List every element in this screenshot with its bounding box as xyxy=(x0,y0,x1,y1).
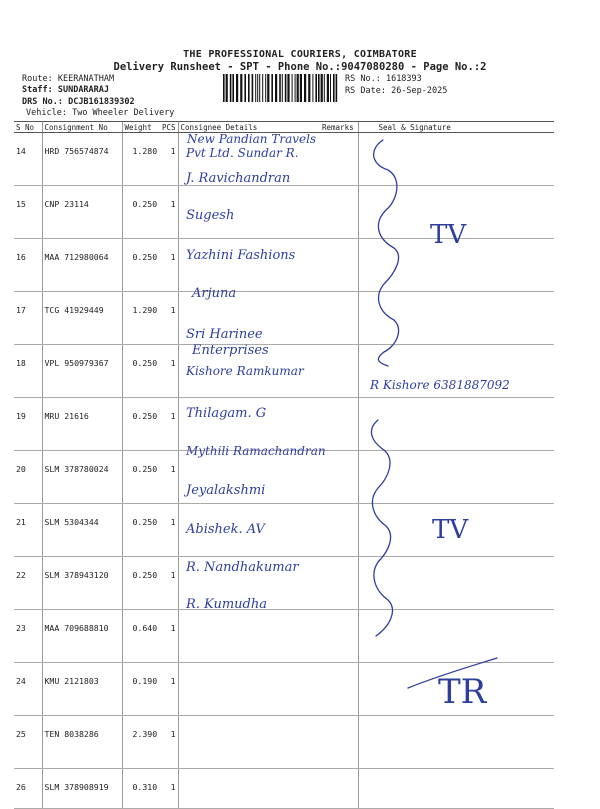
table-row xyxy=(14,451,554,504)
runsheet-subtitle: Delivery Runsheet - SPT - Phone No.:9047080280 - Page No.:2 xyxy=(113,61,487,73)
consignee-23: Jeyalakshmi xyxy=(186,483,266,498)
barcode-bar xyxy=(259,74,260,102)
rs-no-value: 1618393 xyxy=(385,74,422,84)
cell-consignment: VPL 950979367 xyxy=(42,345,122,398)
cell-sno: 21 xyxy=(14,504,42,557)
cell-weight: 1.280 xyxy=(122,133,160,186)
cell-pcs: 1 xyxy=(160,610,178,663)
cell-consignee xyxy=(178,716,320,769)
cell-weight: 0.250 xyxy=(122,451,160,504)
consignee-15: J. Ravichandran xyxy=(186,171,291,186)
cell-pcs: 1 xyxy=(160,716,178,769)
cell-sno: 14 xyxy=(14,133,42,186)
cell-consignment: TEN 8038286 xyxy=(42,716,122,769)
cell-consignment: MRU 21616 xyxy=(42,398,122,451)
barcode-bar xyxy=(236,74,238,102)
table-row xyxy=(14,610,554,663)
rs-no-label: RS No.: xyxy=(345,74,381,84)
cell-sig xyxy=(358,398,554,451)
barcode-bar xyxy=(312,74,313,102)
barcode-bar xyxy=(318,74,320,102)
company-title: THE PROFESSIONAL COURIERS, COIMBATORE xyxy=(183,49,417,60)
barcode xyxy=(223,74,341,102)
staff-line xyxy=(22,85,109,95)
barcode-bar xyxy=(327,74,329,102)
cell-remarks xyxy=(320,504,358,557)
cell-consignment: SLM 5304344 xyxy=(42,504,122,557)
signature-initials-1: TV xyxy=(430,220,467,250)
signature-initials-3: TR xyxy=(438,672,487,712)
consignee-14-line1: New Pandian Travels xyxy=(187,132,317,146)
cell-weight: 0.190 xyxy=(122,663,160,716)
rs-no-line xyxy=(345,74,422,84)
cell-pcs: 1 xyxy=(160,557,178,610)
barcode-bar xyxy=(330,74,331,102)
barcode-bar xyxy=(267,74,269,102)
barcode-bar xyxy=(265,74,266,102)
cell-consignment: SLM 378943120 xyxy=(42,557,122,610)
cell-pcs: 1 xyxy=(160,769,178,809)
col-sno: S No xyxy=(14,122,42,133)
cell-remarks xyxy=(320,239,358,292)
cell-consignee xyxy=(178,663,320,716)
barcode-bar xyxy=(333,74,335,102)
cell-sno: 20 xyxy=(14,451,42,504)
consignee-22: Mythili Ramachandran xyxy=(186,444,326,458)
cell-consignee xyxy=(178,769,320,809)
cell-remarks xyxy=(320,663,358,716)
barcode-bar xyxy=(300,74,302,102)
barcode-bar xyxy=(304,74,306,102)
barcode-bar xyxy=(223,74,225,102)
barcode-bar xyxy=(275,74,277,102)
cell-sig xyxy=(358,292,554,345)
barcode-bar xyxy=(252,74,254,102)
consignee-19-line2: Enterprises xyxy=(192,343,269,358)
consignee-21: Thilagam. G xyxy=(186,406,267,421)
cell-consignment: SLM 378780024 xyxy=(42,451,122,504)
cell-sig xyxy=(358,716,554,769)
cell-remarks xyxy=(320,610,358,663)
cell-remarks xyxy=(320,398,358,451)
cell-pcs: 1 xyxy=(160,186,178,239)
barcode-bar xyxy=(324,74,325,102)
table-row xyxy=(14,716,554,769)
vehicle-line xyxy=(26,108,174,118)
barcode-bar xyxy=(295,74,296,102)
cell-sno: 24 xyxy=(14,663,42,716)
col-weight: Weight xyxy=(122,122,160,133)
barcode-bar xyxy=(271,74,273,102)
cell-sno: 18 xyxy=(14,345,42,398)
cell-sno: 15 xyxy=(14,186,42,239)
col-remarks: Remarks xyxy=(320,122,358,133)
cell-remarks xyxy=(320,769,358,809)
barcode-bar xyxy=(292,74,293,102)
cell-weight: 0.250 xyxy=(122,398,160,451)
cell-remarks xyxy=(320,133,358,186)
route-line xyxy=(22,74,114,84)
cell-pcs: 1 xyxy=(160,663,178,716)
cell-pcs: 1 xyxy=(160,133,178,186)
cell-consignment: SLM 378908919 xyxy=(42,769,122,809)
cell-remarks xyxy=(320,292,358,345)
cell-consignment: KMU 2121803 xyxy=(42,663,122,716)
cell-weight: 0.250 xyxy=(122,186,160,239)
cell-consignment: MAA 709688810 xyxy=(42,610,122,663)
cell-pcs: 1 xyxy=(160,239,178,292)
vehicle-value: Two Wheeler Delivery xyxy=(72,108,175,118)
cell-remarks xyxy=(320,451,358,504)
col-consignee: Consignee Details xyxy=(178,122,320,133)
cell-sno: 22 xyxy=(14,557,42,610)
col-consignment: Consignment No xyxy=(42,122,122,133)
staff-value: SUNDARARAJ xyxy=(57,85,110,95)
barcode-bar xyxy=(336,74,338,102)
cell-pcs: 1 xyxy=(160,451,178,504)
consignee-24: Abishek. AV xyxy=(186,522,265,537)
cell-weight: 0.250 xyxy=(122,239,160,292)
cell-weight: 1.290 xyxy=(122,292,160,345)
route-value: KEERANATHAM xyxy=(57,74,115,84)
barcode-bar xyxy=(285,74,287,102)
cell-weight: 0.250 xyxy=(122,557,160,610)
cell-consignment: MAA 712980064 xyxy=(42,239,122,292)
cell-remarks xyxy=(320,716,358,769)
cell-weight: 0.640 xyxy=(122,610,160,663)
cell-sig xyxy=(358,451,554,504)
cell-sno: 17 xyxy=(14,292,42,345)
table-row xyxy=(14,504,554,557)
remark-row-20: R Kishore 6381887092 xyxy=(370,378,510,392)
vehicle-label: Vehicle: xyxy=(26,108,67,118)
drs-value: DCJB161839302 xyxy=(68,97,135,107)
cell-pcs: 1 xyxy=(160,504,178,557)
rs-date-line xyxy=(345,86,447,96)
cell-sno: 25 xyxy=(14,716,42,769)
table-row xyxy=(14,239,554,292)
barcode-bar xyxy=(226,74,228,102)
barcode-bar xyxy=(297,74,299,102)
cell-sno: 26 xyxy=(14,769,42,809)
barcode-bar xyxy=(321,74,323,102)
cell-weight: 0.250 xyxy=(122,345,160,398)
cell-weight: 2.390 xyxy=(122,716,160,769)
consignee-26: R. Kumudha xyxy=(186,597,267,612)
consignee-18: Arjuna xyxy=(192,286,237,301)
barcode-bar xyxy=(255,74,256,102)
table-header-row xyxy=(14,122,554,133)
rs-date-label: RS Date: xyxy=(345,86,386,96)
cell-consignment: HRD 756574874 xyxy=(42,133,122,186)
table-row xyxy=(14,292,554,345)
cell-sno: 19 xyxy=(14,398,42,451)
cell-pcs: 1 xyxy=(160,292,178,345)
cell-sig xyxy=(358,769,554,809)
col-pcs: PCS xyxy=(160,122,178,133)
drs-label: DRS No.: xyxy=(22,97,63,107)
barcode-bar xyxy=(262,74,263,102)
cell-remarks xyxy=(320,345,358,398)
staff-label: Staff: xyxy=(22,85,53,95)
cell-remarks xyxy=(320,557,358,610)
cell-sno: 16 xyxy=(14,239,42,292)
barcode-bar xyxy=(248,74,250,102)
drs-line xyxy=(22,97,135,107)
consignee-16: Sugesh xyxy=(186,208,235,223)
cell-sig xyxy=(358,557,554,610)
cell-weight: 0.250 xyxy=(122,504,160,557)
route-label: Route: xyxy=(22,74,53,84)
table-row xyxy=(14,186,554,239)
consignee-17: Yazhini Fashions xyxy=(186,248,296,263)
cell-consignment: CNP 23114 xyxy=(42,186,122,239)
cell-sno: 23 xyxy=(14,610,42,663)
barcode-bar xyxy=(282,74,283,102)
barcode-bar xyxy=(315,74,317,102)
consignee-19-line1: Sri Harinee xyxy=(186,327,263,342)
table-row xyxy=(14,398,554,451)
consignee-14-line2: Pvt Ltd. Sundar R. xyxy=(186,146,299,160)
cell-consignee xyxy=(178,239,320,292)
consignee-20: Kishore Ramkumar xyxy=(186,364,304,378)
table-row xyxy=(14,769,554,809)
barcode-bar xyxy=(230,74,232,102)
barcode-bar xyxy=(257,74,258,102)
cell-consignee xyxy=(178,610,320,663)
rs-date-value: 26-Sep-2025 xyxy=(391,86,448,96)
barcode-bar xyxy=(244,74,246,102)
cell-sig xyxy=(358,133,554,186)
cell-sig xyxy=(358,610,554,663)
signature-initials-2: TV xyxy=(432,515,469,545)
consignee-25: R. Nandhakumar xyxy=(186,560,299,575)
barcode-bar xyxy=(308,74,310,102)
col-signature: Seal & Signature xyxy=(358,122,554,133)
cell-pcs: 1 xyxy=(160,398,178,451)
barcode-bar xyxy=(287,74,289,102)
cell-weight: 0.310 xyxy=(122,769,160,809)
cell-remarks xyxy=(320,186,358,239)
cell-consignment: TCG 41929449 xyxy=(42,292,122,345)
cell-pcs: 1 xyxy=(160,345,178,398)
barcode-bar xyxy=(240,74,242,102)
barcode-bar xyxy=(279,74,281,102)
barcode-bar xyxy=(232,74,234,102)
